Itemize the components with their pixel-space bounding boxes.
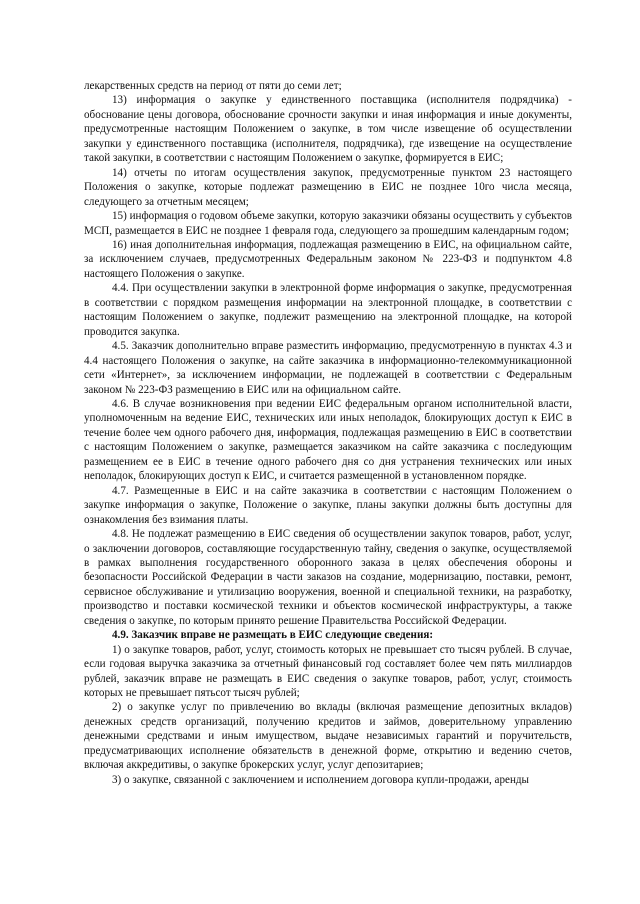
paragraph: 4.8. Не подлежат размещению в ЕИС сведения об осуществлении закупок товаров, работ, услуг, о заключении договоров, составляющие государственную тайну, сведения о закупке, осуществляемой в рамках выполнения государственного оборонного заказа в целях обеспечения обороны и безопасности Российской Федерации в части заказов на создание, модернизацию, поставки, ремонт, сервисное обслуживание и утилизацию вооружения, военной и специальной техники, на разработку, производство и поставки космической техники и объектов космической инфраструктуры, а также сведения о закупке, по которым принято решение Правительства Российской Федерации. (84, 528, 572, 627)
paragraph: 4.7. Размещенные в ЕИС и на сайте заказчика в соответствии с настоящим Положением о закупке информация о закупке, Положение о закупке, планы закупки должны быть доступны для ознакомления без взимания платы. (84, 484, 572, 526)
paragraph: 14) отчеты по итогам осуществления закупок, предусмотренные пунктом 23 настоящего Положения о закупке, которые подлежат размещению в ЕИС не позднее 10го числа месяца, следующего за отчетным месяцем; (84, 166, 572, 208)
paragraph: 2) о закупке услуг по привлечению во вклады (включая размещение депозитных вкладов) денежных средств организаций, получению кредитов и займов, доверительному управлению денежными средствами и иным имуществом, выдаче независимых гарантий и поручительств, предусматривающих исполнение обязательств в денежной форме, открытию и ведению счетов, включая аккредитивы, о закупке брокерских услуг, услуг депозитариев; (84, 701, 572, 772)
paragraph: лекарственных средств на период от пяти до семи лет; (84, 80, 342, 92)
paragraph: 4.4. При осуществлении закупки в электронной форме информация о закупке, предусмотренная в соответствии с порядком размещения информации на электронной площадке, в соответствии с настоящим Положением о закупке, подлежит размещению на электронной площадке, на которой проводится закупка. (84, 282, 572, 338)
paragraph: 16) иная дополнительная информация, подлежащая размещению в ЕИС, на официальном сайте, за исключением случаев, предусмотренных Федеральным законом № 223-ФЗ и подпунктом 4.8 настоящего Положения о закупке. (84, 238, 572, 280)
paragraph: 4.6. В случае возникновения при ведении ЕИС федеральным органом исполнительной власти, уполномоченным на ведение ЕИС, технических или иных неполадок, блокирующих доступ к ЕИС в течение более чем одного рабочего дня, информация, подлежащая размещению в ЕИС в соответствии с настоящим Положением о закупке, размещается заказчиком на сайте заказчика с последующим размещением ее в ЕИС в течение одного рабочего дня со дня устранения технических или иных неполадок, блокирующих доступ к ЕИС, и считается размещенной в установленном порядке. (84, 397, 572, 483)
paragraph: 3) о закупке, связанной с заключением и исполнением договора купли-продажи, аренды (112, 773, 529, 786)
paragraph: 4.5. Заказчик дополнительно вправе разместить информацию, предусмотренную в пунктах 4.3 и 4.4 настоящего Положения о закупке, на сайте заказчика в информационно-телекоммуникационной сети «Интернет», за исключением информации, не подлежащей в соответствии с Федеральным законом № 223-ФЗ размещению в ЕИС или на официальном сайте. (84, 340, 572, 396)
paragraph: 15) информация о годовом объеме закупки, которую заказчики обязаны осуществить у субъектов МСП, размещается в ЕИС не позднее 1 февраля года, следующего за прошедшим календарным годом; (84, 210, 572, 237)
paragraph: 1) о закупке товаров, работ, услуг, стоимость которых не превышает сто тысяч рублей. В случае, если годовая выручка заказчика за отчетный финансовый год составляет более чем пять миллиардов рублей, заказчик вправе не размещать в ЕИС сведения о закупке товаров, работ, услуг, стоимость которых не превышает пятьсот тысяч рублей; (84, 643, 572, 700)
paragraph: 13) информация о закупке у единственного поставщика (исполнителя подрядчика) - обоснование цены договора, обоснование срочности закупки и иная информация и иные документы, предусмотренные настоящим Положением о закупке, в том числе извещение об осуществлении закупки у единственного поставщика (исполнителя, подрядчика), где извещение на осуществление такой закупки, в соответствии с настоящим Положением о закупке, формируется в ЕИС; (84, 94, 572, 165)
document-body (84, 79, 572, 787)
paragraph: 4.9. Заказчик вправе не размещать в ЕИС следующие сведения: (112, 629, 434, 642)
